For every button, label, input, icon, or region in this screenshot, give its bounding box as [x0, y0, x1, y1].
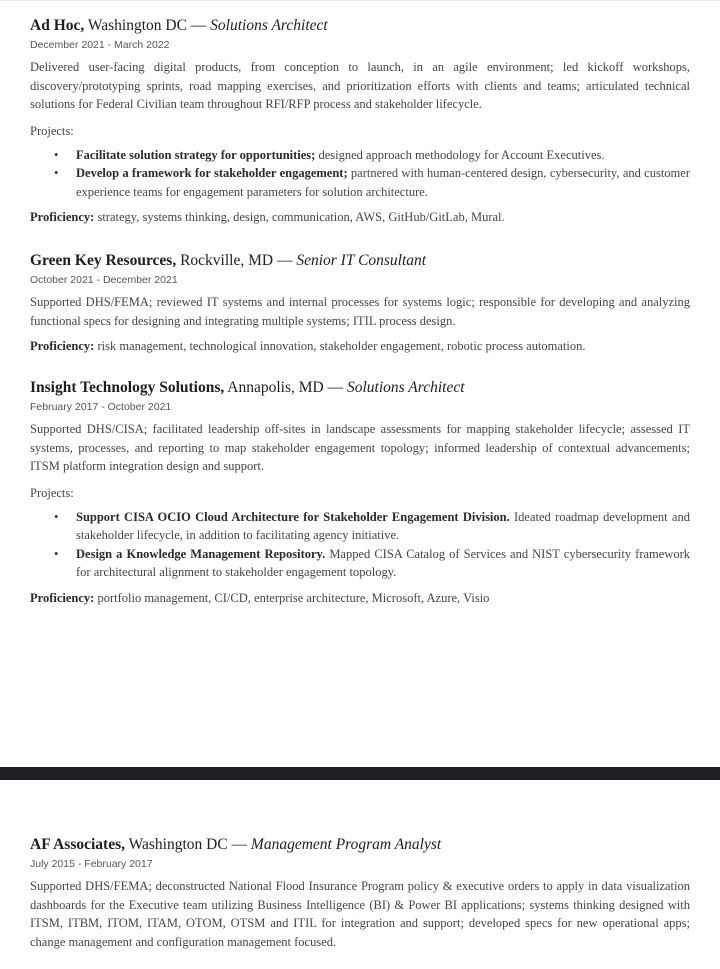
proficiency [30, 589, 690, 607]
job-dates: July 2015 - February 2017 [30, 858, 153, 870]
project-item [54, 164, 690, 201]
page-separator [0, 767, 720, 780]
job-dates: December 2021 - March 2022 [30, 39, 170, 51]
bullet-icon: • [54, 546, 59, 561]
proficiency-label: Proficiency: [30, 339, 95, 353]
job-description: Supported DHS/CISA; facilitated leadership off-sites in landscape assessments for mapping stakeholder lifecycle; assessed IT systems, processes, and reporting to map stakeholder engagement topology; informed leadership of contextual advancements; ITSM platform integration design and support. [30, 422, 690, 473]
job-location: Washington DC — [84, 17, 211, 34]
projects-label: Projects: [30, 485, 74, 500]
job-description: Supported DHS/FEMA; reviewed IT systems and internal processes for systems logic; responsible for developing and analyzing functional specs for designing and integrating multiple systems; ITIL process design. [30, 295, 690, 328]
project-text: partnered with human-centered design, cybersecurity, and customer experience teams for engagement parameters for solution architecture. [76, 166, 690, 199]
job-description: Supported DHS/FEMA; deconstructed National Flood Insurance Program policy & executive orders to apply in data visualization dashboards for the Executive team utilizing Business Intelligence (BI) & Power BI applications; systems thinking designed with ITSM, ITBM, ITOM, ITAM, OTOM, OTSM and ITIL for integration and support; developed specs for new operational apps; change management and configuration management focused. [30, 879, 690, 949]
job-org: Ad Hoc, [30, 17, 85, 34]
job-org: AF Associates, [30, 836, 125, 853]
job-title [30, 378, 690, 398]
projects-label: Projects: [30, 123, 74, 138]
bullet-icon: • [54, 509, 59, 524]
proficiency-label: Proficiency: [30, 210, 95, 224]
bullet-icon: • [54, 166, 59, 180]
project-lead: Facilitate solution strategy for opportunities; [76, 147, 316, 162]
job-dates: October 2021 - December 2021 [30, 274, 178, 286]
job-location: Rockville, MD — [176, 252, 297, 269]
job-org: Green Key Resources, [30, 252, 177, 269]
job-title [30, 16, 690, 36]
project-lead: Develop a framework for stakeholder engagement; [76, 166, 348, 180]
project-text: Ideated roadmap development and stakeholder lifecycle, in addition to facilitating agency initiative. [76, 509, 690, 542]
project-lead: Support CISA OCIO Cloud Architecture for Stakeholder Engagement Division. [76, 509, 510, 524]
proficiency-text: risk management, technological innovation, stakeholder engagement, robotic process automation. [94, 339, 586, 353]
job-role: Management Program Analyst [250, 836, 442, 853]
job-entry-insight [30, 378, 690, 607]
proficiency-label: Proficiency: [30, 590, 95, 605]
job-title [30, 251, 690, 271]
job-org: Insight Technology Solutions, [30, 379, 225, 396]
bullet-icon: • [54, 147, 59, 162]
project-text: Mapped CISA Catalog of Services and NIST cybersecurity framework for architectural alignment to stakeholder engagement topology. [76, 546, 690, 579]
job-entry-af-associates [30, 835, 690, 951]
project-item [54, 146, 690, 165]
project-item [54, 508, 690, 545]
projects-list [30, 146, 690, 202]
job-role: Solutions Architect [210, 17, 328, 34]
job-location: Washington DC — [125, 836, 251, 853]
project-item [54, 545, 690, 582]
project-text: designed approach methodology for Account Executives. [315, 147, 605, 162]
proficiency [30, 208, 690, 226]
proficiency-text: portfolio management, CI/CD, enterprise architecture, Microsoft, Azure, Visio [94, 590, 490, 605]
job-role: Senior IT Consultant [296, 252, 427, 269]
job-title [30, 835, 690, 855]
job-entry-green-key [30, 251, 690, 355]
job-location: Annapolis, MD — [224, 379, 347, 396]
job-entry-ad-hoc [30, 16, 690, 226]
project-lead: Design a Knowledge Management Repository. [76, 546, 326, 561]
job-dates: February 2017 - October 2021 [30, 401, 172, 413]
projects-list [30, 508, 690, 582]
job-role: Solutions Architect [346, 379, 465, 396]
proficiency [30, 337, 690, 355]
proficiency-text: strategy, systems thinking, design, communication, AWS, GitHub/GitLab, Mural. [94, 210, 505, 224]
job-description: Delivered user-facing digital products, from conception to launch, in an agile environment; led kickoff workshops, discovery/prototyping sprints, road mapping exercises, and prioritization efforts with clients and teams; articulated technical solutions for Federal Civilian team throughout RFI/RFP process and stakeholder lifecycle. [30, 60, 690, 111]
